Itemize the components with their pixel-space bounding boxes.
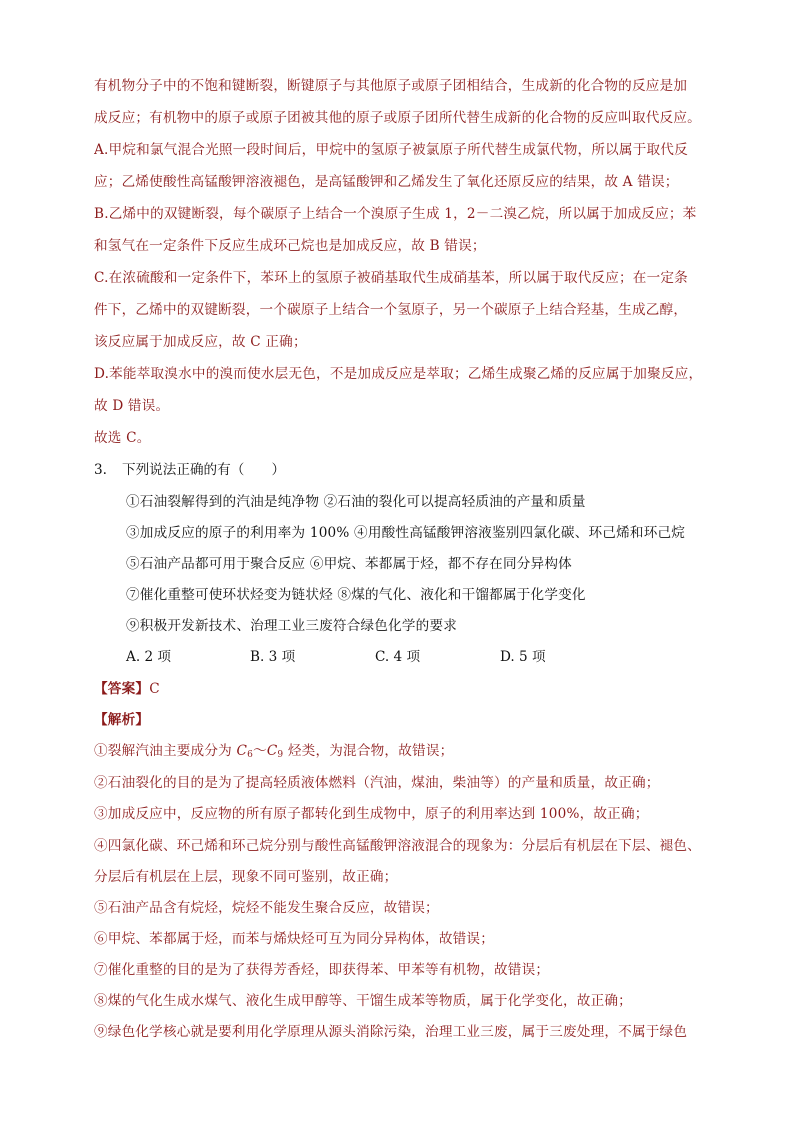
analysis-text: 烃类，为混合物，故错误； [283,743,454,759]
analysis-line: 分层后有机层在上层，现象不同可鉴别，故正确； [94,869,398,885]
option-a: A. 2 项 [126,649,172,665]
question-stem: 下列说法正确的有（ ） [122,462,286,478]
analysis-line: ⑦催化重整的目的是为了获得芳香烃，即获得苯、甲苯等有机物，故错误； [94,962,550,978]
formula-tilde: ～ [253,743,267,759]
analysis-line: ④四氯化碳、环己烯和环己烷分别与酸性高锰酸钾溶液混合的现象为：分层后有机层在下层、褪色、 [94,838,701,854]
question-statement: ③加成反应的原子的利用率为 100% ④用酸性高锰酸钾溶液鉴别四氯化碳、环己烯和环己烷 [126,525,686,541]
formula-subscript: 6 [247,750,254,760]
analysis-line: ⑧煤的气化生成水煤气、液化生成甲醇等、干馏生成苯等物质，属于化学变化，故正确； [94,993,632,1009]
analysis-label: 【解析】 [94,712,150,728]
option-d: D. 5 项 [500,649,546,665]
explanation-line: 和氢气在一定条件下反应生成环己烷也是加成反应，故 B 错误； [94,238,486,254]
analysis-line: ③加成反应中，反应物的所有原子都转化到生成物中，原子的利用率达到 100%，故正确； [94,806,649,822]
explanation-line: 有机物分子中的不饱和键断裂，断键原子与其他原子或原子团相结合，生成新的化合物的反应是加 [94,78,688,94]
option-b: B. 3 项 [250,649,296,665]
explanation-line: 故 D 错误。 [94,398,170,414]
explanation-line: 该反应属于加成反应，故 C 正确； [94,334,307,350]
formula-c: C [236,743,248,759]
analysis-line [94,741,714,765]
question-statement: ⑤石油产品都可用于聚合反应 ⑥甲烷、苯都属于烃，都不存在同分异构体 [126,556,572,572]
question-statement: ⑦催化重整可使环状烃变为链状烃 ⑧煤的气化、液化和干馏都属于化学变化 [126,587,586,603]
answer-label: 【答案】 [94,681,150,697]
explanation-line: 应；乙烯使酸性高锰酸钾溶液褪色，是高锰酸钾和乙烯发生了氧化还原反应的结果，故 A 错误； [94,174,679,190]
question-statement: ①石油裂解得到的汽油是纯净物 ②石油的裂化可以提高轻质油的产量和质量 [126,494,586,510]
explanation-line: 成反应；有机物中的原子或原子团被其他的原子或原子团所代替生成新的化合物的反应叫取代反应。 [94,110,701,126]
formula-subscript: 9 [277,750,284,760]
question-statement: ⑨积极开发新技术、治理工业三废符合绿色化学的要求 [126,618,458,634]
option-c: C. 4 项 [375,649,421,665]
analysis-text: ①裂解汽油主要成分为 [94,743,237,759]
analysis-line: ⑤石油产品含有烷烃，烷烃不能发生聚合反应，故错误； [94,900,439,916]
explanation-line: D.苯能萃取溴水中的溴而使水层无色，不是加成反应是萃取；乙烯生成聚乙烯的反应属于加聚反应， [94,366,703,382]
analysis-line: ⑥甲烷、苯都属于烃，而苯与烯炔烃可互为同分异构体，故错误； [94,931,495,947]
explanation-line: 件下，乙烯中的双键断裂，一个碳原子上结合一个氢原子，另一个碳原子上结合羟基，生成乙醇， [94,302,688,318]
question-number: 3. [94,462,107,478]
answer-value: C [149,681,160,697]
explanation-line: A.甲烷和氯气混合光照一段时间后，甲烷中的氢原子被氯原子所代替生成氯代物，所以属于取代反 [94,142,688,158]
answer-line [94,679,714,699]
analysis-line: ②石油裂化的目的是为了提高轻质液体燃料（汽油，煤油，柴油等）的产量和质量，故正确； [94,775,660,791]
explanation-line: 故选 C。 [94,430,151,446]
formula-c: C [266,743,278,759]
explanation-line: C.在浓硫酸和一定条件下，苯环上的氢原子被硝基取代生成硝基苯，所以属于取代反应；在一定条 [94,270,688,286]
analysis-line: ⑨绿色化学核心就是要利用化学原理从源头消除污染，治理工业三废，属于三废处理，不属于绿色 [94,1024,688,1040]
explanation-line: B.乙烯中的双键断裂，每个碳原子上结合一个溴原子生成 1，2－二溴乙烷，所以属于加成反应；苯 [94,206,697,222]
